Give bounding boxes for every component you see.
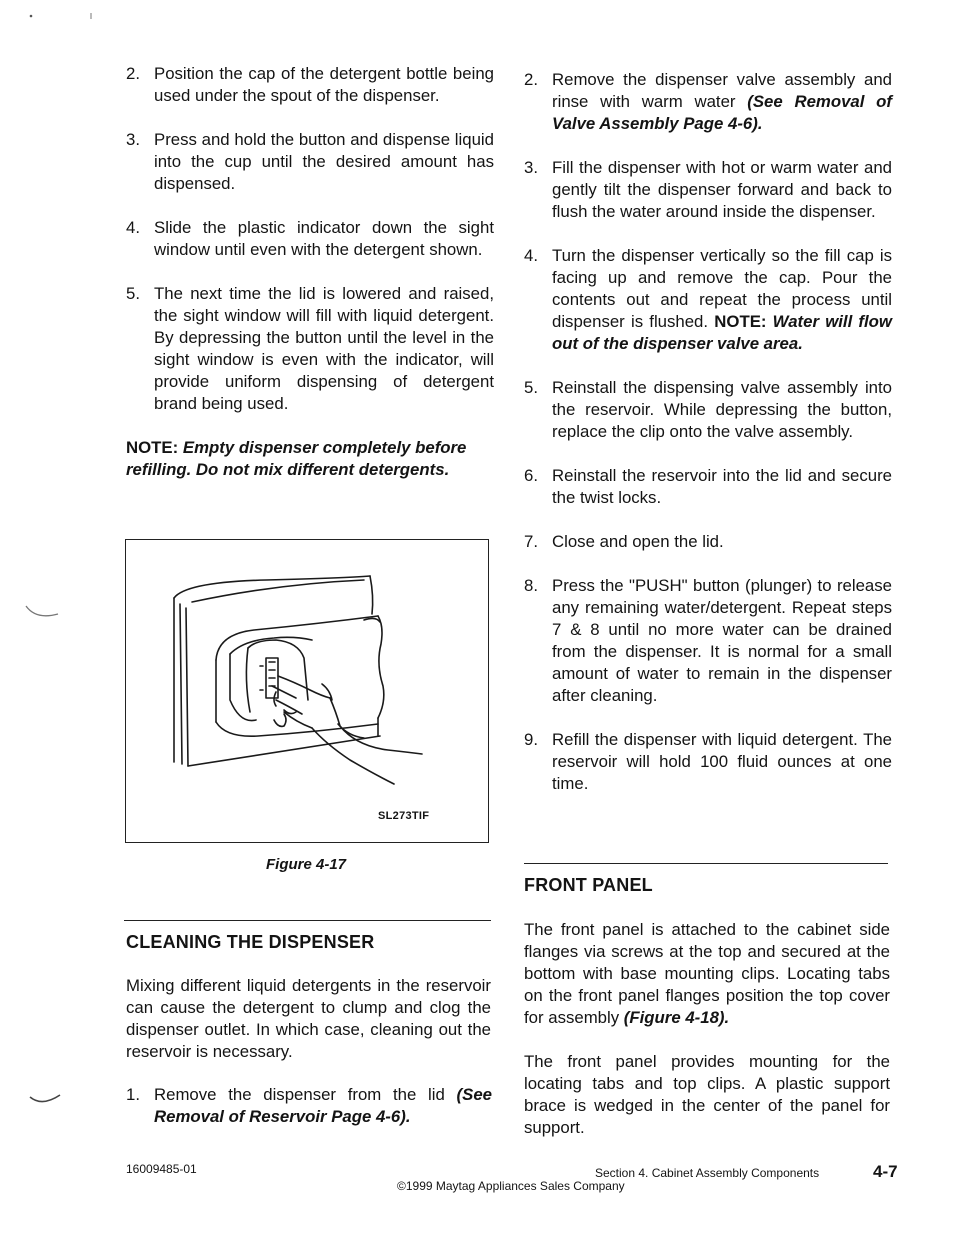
right-step [524,377,892,443]
right-step [524,465,892,509]
step-text-emph: (See Removal of Valve Assembly Page 4-6). [552,92,892,133]
left-step [126,283,494,415]
step-text-plain: Position the cap of the detergent bottle being used under the spout of the dispenser. [154,64,494,105]
figure-caption: Figure 4-17 [266,856,347,873]
step-text-plain: Reinstall the dispensing valve assembly into the reservoir. While depressing the button, replace the clip onto the valve assembly. [552,378,892,441]
step-number: 2. [126,64,140,83]
step-text-plain: Remove the dispenser valve assembly and rinse with warm water [552,70,892,111]
cleaning-paragraph: Mixing different liquid detergents in the reservoir can cause the detergent to clump and clog the dispenser outlet. In which case, cleaning out the reservoir is necessary. [126,976,491,1061]
step-text [552,69,892,135]
step-number: 3. [126,130,140,149]
doc-number: 16009485-01 [126,1162,197,1176]
cleaning-step-1 [126,1084,492,1128]
step-text-plain: Remove the dispenser from the lid [154,1085,445,1104]
section-title: Section 4. Cabinet Assembly Components [595,1166,820,1180]
right-step [524,245,892,355]
right-step [524,729,892,795]
note-paragraph [126,437,494,481]
step-text [552,531,892,553]
figure-frame [125,539,489,843]
left-step-list [126,63,494,415]
step-text [552,575,892,707]
step-text-plain: Press the "PUSH" button (plunger) to release any remaining water/detergent. Repeat steps 7 & 8 until no more water can be drained from the dispenser. It is normal for a small amount of water to remain in the dispenser after cleaning. [552,576,892,705]
step-text-plain: The next time the lid is lowered and raised, the sight window will fill with liquid detergent. By depressing the button until the level in the sight window is even with the indicator, will provide uniform dispensing of detergent brand being used. [154,284,494,413]
step-text [552,465,892,509]
front-panel-paragraph-1 [524,919,890,1029]
step-number: 8. [524,576,538,595]
step-number: 9. [524,730,538,749]
step-number: 2. [524,70,538,89]
step-text-plain: Reinstall the reservoir into the lid and secure the twist locks. [552,466,892,507]
step-text-plain: Press and hold the button and dispense liquid into the cup until the desired amount has dispensed. [154,130,494,193]
step-number: 5. [126,284,140,303]
copyright: ©1999 Maytag Appliances Sales Company [397,1179,625,1193]
step-text [154,63,494,107]
left-step [126,129,494,195]
right-step [524,157,892,223]
step-number: 4. [126,218,140,237]
front-panel-heading: FRONT PANEL [524,875,653,895]
right-step [524,69,892,135]
step-text [154,217,494,261]
left-column [126,63,494,481]
left-step [126,217,494,261]
cleaning-heading: CLEANING THE DISPENSER [126,932,375,952]
step-text [552,377,892,443]
step-text-plain: Close and open the lid. [552,532,724,551]
step-number: 1. [126,1085,140,1104]
step-text [154,283,494,415]
left-step [126,63,494,107]
note-text: Empty dispenser completely before refilling. Do not mix different detergents. [126,438,467,479]
step-text [552,245,892,355]
right-step [524,575,892,707]
step-text [154,129,494,195]
front-panel-paragraph-2: The front panel provides mounting for the locating tabs and top clips. A plastic support brace is wedged in the center of the panel for support. [524,1052,890,1137]
step-number: 4. [524,246,538,265]
section-rule [524,863,888,864]
step-text-bold: NOTE: [714,312,773,331]
right-step-list [524,69,892,795]
note-label: NOTE: [126,438,179,457]
step-text [552,157,892,223]
step-number: 7. [524,532,538,551]
step-text-plain: Refill the dispenser with liquid detergent. The reservoir will hold 100 fluid ounces at one time. [552,730,892,793]
front-panel-reference: (Figure 4-18). [623,1008,730,1027]
page-number: 4-7 [873,1162,898,1181]
dispenser-illustration [126,540,488,842]
binding-hole-mark [22,598,72,628]
step-number: 6. [524,466,538,485]
step-text [154,1084,492,1128]
right-column [524,69,892,817]
step-text-plain: Slide the plastic indicator down the sight window until even with the detergent shown. [154,218,494,259]
step-text-emph: Water will flow out of the dispenser valve area. [552,312,892,353]
section-rule [124,920,491,921]
right-step [524,531,892,553]
step-number: 3. [524,158,538,177]
step-text-plain: Turn the dispenser vertically so the fill cap is facing up and remove the cap. Pour the contents out and repeat the process until dispenser is flushed. [552,246,892,331]
step-text [552,729,892,795]
binding-hole-mark [22,1085,72,1115]
figure-code: SL273TIF [378,810,430,822]
scan-mark [25,8,105,28]
step-number: 5. [524,378,538,397]
front-panel-text: The front panel is attached to the cabinet side flanges via screws at the top and secured at the bottom with base mounting clips. Locating tabs on the front panel flanges position the top cover for assembly [524,920,890,1027]
step-reference: (See Removal of Reservoir Page 4-6). [154,1085,492,1126]
step-text-plain: Fill the dispenser with hot or warm water and gently tilt the dispenser forward and back to flush the water around inside the dispenser. [552,158,892,221]
